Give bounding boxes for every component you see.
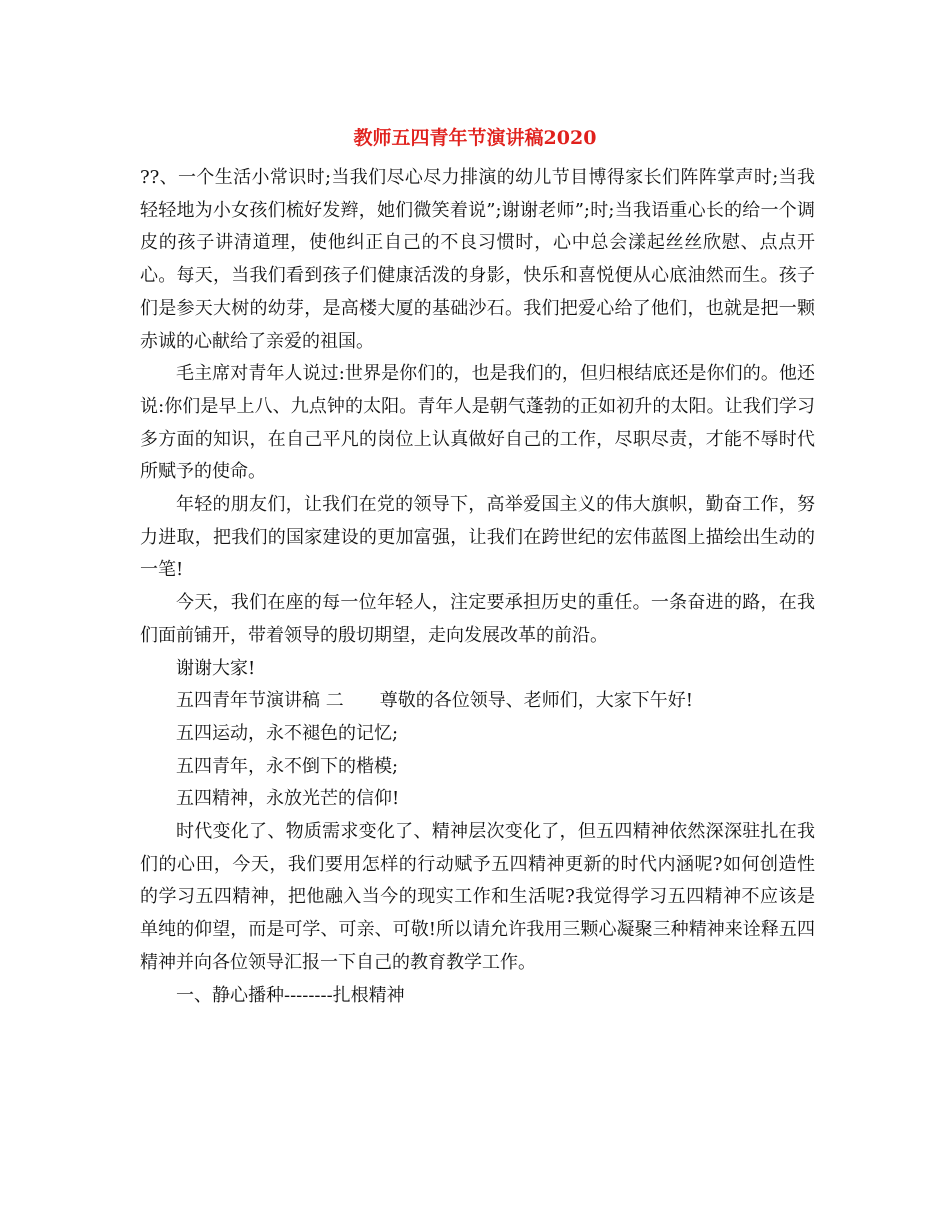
- paragraph-11: 一、静心播种--------扎根精神: [176, 984, 405, 1006]
- paragraph-5: 谢谢大家!: [176, 657, 256, 679]
- paragraph-3: 年轻的朋友们，让我们在党的领导下，高举爱国主义的伟大旗帜，勤奋工作，努力进取，把我们的国家建设的更加富强，让我们在跨世纪的宏伟蓝图上描绘出生动的一笔!: [140, 494, 815, 581]
- paragraph-7: 五四运动，永不褪色的记忆;: [176, 722, 399, 744]
- paragraph-6: 五四青年节演讲稿 二 尊敬的各位领导、老师们，大家下午好!: [176, 690, 693, 712]
- paragraph-1: ??、一个生活小常识时;当我们尽心尽力排演的幼儿节目博得家长们阵阵掌声时;当我轻轻地为小女孩们梳好发辫，她们微笑着说”;谢谢老师”;时;当我语重心长的给一个调皮的孩子讲清道理，使他纠正自己的不良习惯时，心中总会漾起丝丝欣慰、点点开心。每天，当我们看到孩子们健康活泼的身影，快乐和喜悦便从心底油然而生。孩子们是参天大树的幼芽，是高楼大厦的基础沙石。我们把爱心给了他们，也就是把一颗赤诚的心献给了亲爱的祖国。: [140, 167, 815, 352]
- document-title: 教师五四青年节演讲稿2020: [353, 127, 597, 149]
- document-body: [140, 162, 815, 1012]
- paragraph-4: 今天，我们在座的每一位年轻人，注定要承担历史的重任。一条奋进的路，在我们面前铺开，带着领导的殷切期望，走向发展改革的前沿。: [140, 592, 815, 646]
- paragraph-2: 毛主席对青年人说过:世界是你们的，也是我们的，但归根结底还是你们的。他还说:你们是早上八、九点钟的太阳。青年人是朝气蓬勃的正如初升的太阳。让我们学习多方面的知识，在自己平凡的岗位上认真做好自己的工作，尽职尽责，才能不辱时代所赋予的使命。: [140, 363, 815, 483]
- paragraph-10: 时代变化了、物质需求变化了、精神层次变化了，但五四精神依然深深驻扎在我们的心田，今天，我们要用怎样的行动赋予五四精神更新的时代内涵呢?如何创造性的学习五四精神，把他融入当今的现实工作和生活呢?我觉得学习五四精神不应该是单纯的仰望，而是可学、可亲、可敬!所以请允许我用三颗心凝聚三种精神来诠释五四精神并向各位领导汇报一下自己的教育教学工作。: [140, 821, 815, 973]
- paragraph-8: 五四青年，永不倒下的楷模;: [176, 755, 399, 777]
- paragraph-9: 五四精神，永放光芒的信仰!: [176, 788, 400, 810]
